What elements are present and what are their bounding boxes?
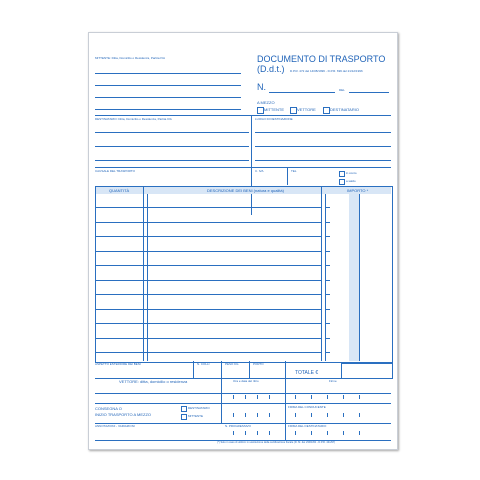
annotations-label: ANNOTAZIONI - VARIAZIONI bbox=[95, 424, 135, 428]
goods-row-line bbox=[95, 294, 321, 295]
causale-top-rule bbox=[95, 167, 391, 168]
time-tick-mark bbox=[233, 431, 234, 435]
progressive-label: N. PROGRESSIVO bbox=[225, 424, 252, 428]
weight-divider bbox=[249, 361, 250, 378]
signature-label: Firme bbox=[329, 379, 337, 383]
signature-divider bbox=[285, 403, 286, 440]
date-field[interactable] bbox=[349, 92, 389, 93]
date-label: DEL bbox=[339, 88, 345, 92]
amount-shaded-column bbox=[349, 194, 359, 361]
amount-row-tick bbox=[325, 222, 330, 223]
recipient-label: DESTINATARIO: Ditta, Domicilio o Residenza, Partita IVA bbox=[95, 117, 172, 121]
document-title: DOCUMENTO DI TRASPORTO bbox=[257, 54, 386, 64]
number-label: N. bbox=[257, 82, 266, 92]
time-tick-mark bbox=[327, 431, 328, 435]
description-column-header: DESCRIZIONE DEI BENI (natura e qualità) bbox=[207, 188, 284, 193]
weight-label: PESO KG bbox=[225, 362, 239, 366]
quantity-double-divider bbox=[147, 194, 148, 361]
goods-row-line bbox=[95, 309, 321, 310]
porto-a-saldo-checkbox[interactable] bbox=[339, 179, 345, 185]
porto-option-in-conto: in conto bbox=[346, 171, 357, 175]
mezzo-option-destinatario: DESTINATARIO bbox=[330, 107, 359, 112]
footer-note: (*) Solo in caso di utilizzo in sostituzione della certificazione fiscale (D. M. dei 23/01/82 - D.P.R. 441/97) bbox=[217, 441, 336, 444]
mezzo-vettore-checkbox[interactable] bbox=[290, 107, 297, 114]
total-label: TOTALE € bbox=[295, 370, 319, 376]
delivery-mittente-checkbox[interactable] bbox=[181, 414, 187, 420]
mezzo-mittente-checkbox[interactable] bbox=[257, 107, 264, 114]
amount-row-tick bbox=[325, 338, 330, 339]
time-tick-mark bbox=[269, 395, 270, 399]
quantity-column-header: QUANTITÀ bbox=[109, 188, 130, 193]
description-double-divider bbox=[325, 194, 326, 361]
time-tick-mark bbox=[245, 431, 246, 435]
sender-line-4 bbox=[95, 109, 241, 110]
document-subtitle: (D.d.t.) bbox=[257, 64, 285, 74]
amount-decimal-divider bbox=[359, 194, 360, 361]
goods-row-line bbox=[95, 251, 321, 252]
porto-divider bbox=[285, 361, 286, 378]
mezzo-destinatario-checkbox[interactable] bbox=[323, 107, 330, 114]
time-tick-mark bbox=[257, 413, 258, 417]
goods-row-line bbox=[95, 207, 321, 208]
time-tick-mark bbox=[245, 395, 246, 399]
time-tick-mark bbox=[295, 395, 296, 399]
time-tick-mark bbox=[295, 413, 296, 417]
mezzo-option-vettore: VETTORE bbox=[297, 107, 316, 112]
time-tick-mark bbox=[359, 431, 360, 435]
destination-line-1 bbox=[255, 132, 391, 133]
amount-row-tick bbox=[325, 251, 330, 252]
goods-row-line bbox=[95, 236, 321, 237]
time-tick-mark bbox=[295, 431, 296, 435]
amount-row-tick bbox=[325, 294, 330, 295]
delivery-option-mittente: MITTENTE bbox=[188, 414, 203, 418]
time-tick-mark bbox=[343, 413, 344, 417]
sender-line-1 bbox=[95, 73, 241, 74]
total-amount-box[interactable] bbox=[341, 363, 393, 379]
time-tick-mark bbox=[343, 395, 344, 399]
datetime-label: Ora e data del ritiro bbox=[233, 379, 259, 383]
porto-label: PORTO bbox=[253, 362, 264, 366]
delivery-label-line2: INIZIO TRASPORTO A MEZZO bbox=[95, 412, 152, 417]
time-tick-mark bbox=[257, 395, 258, 399]
aspect-divider bbox=[193, 361, 194, 378]
time-tick-mark bbox=[343, 431, 344, 435]
destination-label: LUOGO DI DESTINAZIONE bbox=[255, 117, 293, 121]
recipient-line-1 bbox=[95, 132, 249, 133]
amount-column-header: IMPORTO * bbox=[347, 188, 369, 193]
quantity-column-divider bbox=[143, 186, 144, 361]
header-separator bbox=[95, 115, 391, 116]
time-tick-mark bbox=[311, 395, 312, 399]
decree-reference: D.P.R. 472 del 14/08/1996 - D.P.R. 696 del 21/12/1996 bbox=[290, 69, 363, 73]
carrier-row-rule-1 bbox=[95, 393, 391, 394]
time-tick-mark bbox=[327, 413, 328, 417]
amount-row-tick bbox=[325, 265, 330, 266]
time-tick-mark bbox=[269, 431, 270, 435]
porto-option-a-saldo: a saldo bbox=[346, 179, 356, 183]
mezzo-label: A MEZZO bbox=[257, 100, 275, 105]
carrier-label: VETTORE: ditta, domicilio o residenza bbox=[119, 379, 188, 384]
goods-row-line bbox=[95, 222, 321, 223]
amount-row-tick bbox=[325, 309, 330, 310]
amount-row-tick bbox=[325, 323, 330, 324]
goods-row-line bbox=[95, 323, 321, 324]
porto-in-conto-checkbox[interactable] bbox=[339, 171, 345, 177]
goods-row-line bbox=[95, 338, 321, 339]
sender-line-2 bbox=[95, 85, 241, 86]
delivery-option-destinatario: DESTINATARIO bbox=[188, 406, 210, 410]
time-tick-mark bbox=[233, 395, 234, 399]
destination-line-3 bbox=[255, 160, 391, 161]
amount-row-tick bbox=[325, 236, 330, 237]
time-tick-mark bbox=[257, 431, 258, 435]
time-tick-mark bbox=[311, 413, 312, 417]
cod-divider bbox=[287, 167, 288, 185]
packages-divider bbox=[221, 361, 222, 378]
sender-label: MITTENTE: Ditta, Domicilio o Residenza, Partita IVA bbox=[95, 56, 165, 60]
packages-label: N. COLLI bbox=[197, 362, 210, 366]
time-tick-mark bbox=[327, 395, 328, 399]
goods-row-line bbox=[95, 280, 321, 281]
aspect-label: ASPETTO ESTERIORE DEI BENI bbox=[95, 362, 141, 366]
recipient-signature-label: FIRMA DEL DESTINATARIO bbox=[288, 424, 327, 428]
time-tick-mark bbox=[311, 431, 312, 435]
time-tick-mark bbox=[233, 413, 234, 417]
fee-label: TEL bbox=[291, 169, 297, 173]
destination-line-2 bbox=[255, 146, 391, 147]
time-tick-mark bbox=[359, 413, 360, 417]
time-tick-mark bbox=[245, 413, 246, 417]
amount-row-tick bbox=[325, 207, 330, 208]
time-tick-mark bbox=[269, 413, 270, 417]
goods-row-line bbox=[95, 265, 321, 266]
transport-reason-label: CAUSALE DEL TRASPORTO bbox=[95, 169, 135, 173]
time-tick-mark bbox=[359, 395, 360, 399]
goods-row-line bbox=[95, 352, 321, 353]
description-column-divider bbox=[321, 186, 322, 361]
sender-line-3 bbox=[95, 97, 241, 98]
delivery-label-line1: CONSEGNA O bbox=[95, 406, 122, 411]
datetime-divider bbox=[285, 378, 286, 403]
mezzo-option-mittente: MITTENTE bbox=[264, 107, 284, 112]
number-field[interactable] bbox=[269, 92, 335, 93]
recipient-line-2 bbox=[95, 146, 249, 147]
carrier-row-rule-2 bbox=[95, 403, 391, 404]
amount-row-tick bbox=[325, 280, 330, 281]
delivery-destinatario-checkbox[interactable] bbox=[181, 406, 187, 412]
driver-signature-label: FIRMA DEL CONDUCENTE bbox=[288, 405, 326, 409]
amount-row-tick bbox=[325, 352, 330, 353]
cod-label: C. IVA bbox=[255, 169, 264, 173]
transport-document-form bbox=[88, 32, 398, 450]
carrier-divider bbox=[221, 378, 222, 423]
recipient-line-3 bbox=[95, 160, 249, 161]
